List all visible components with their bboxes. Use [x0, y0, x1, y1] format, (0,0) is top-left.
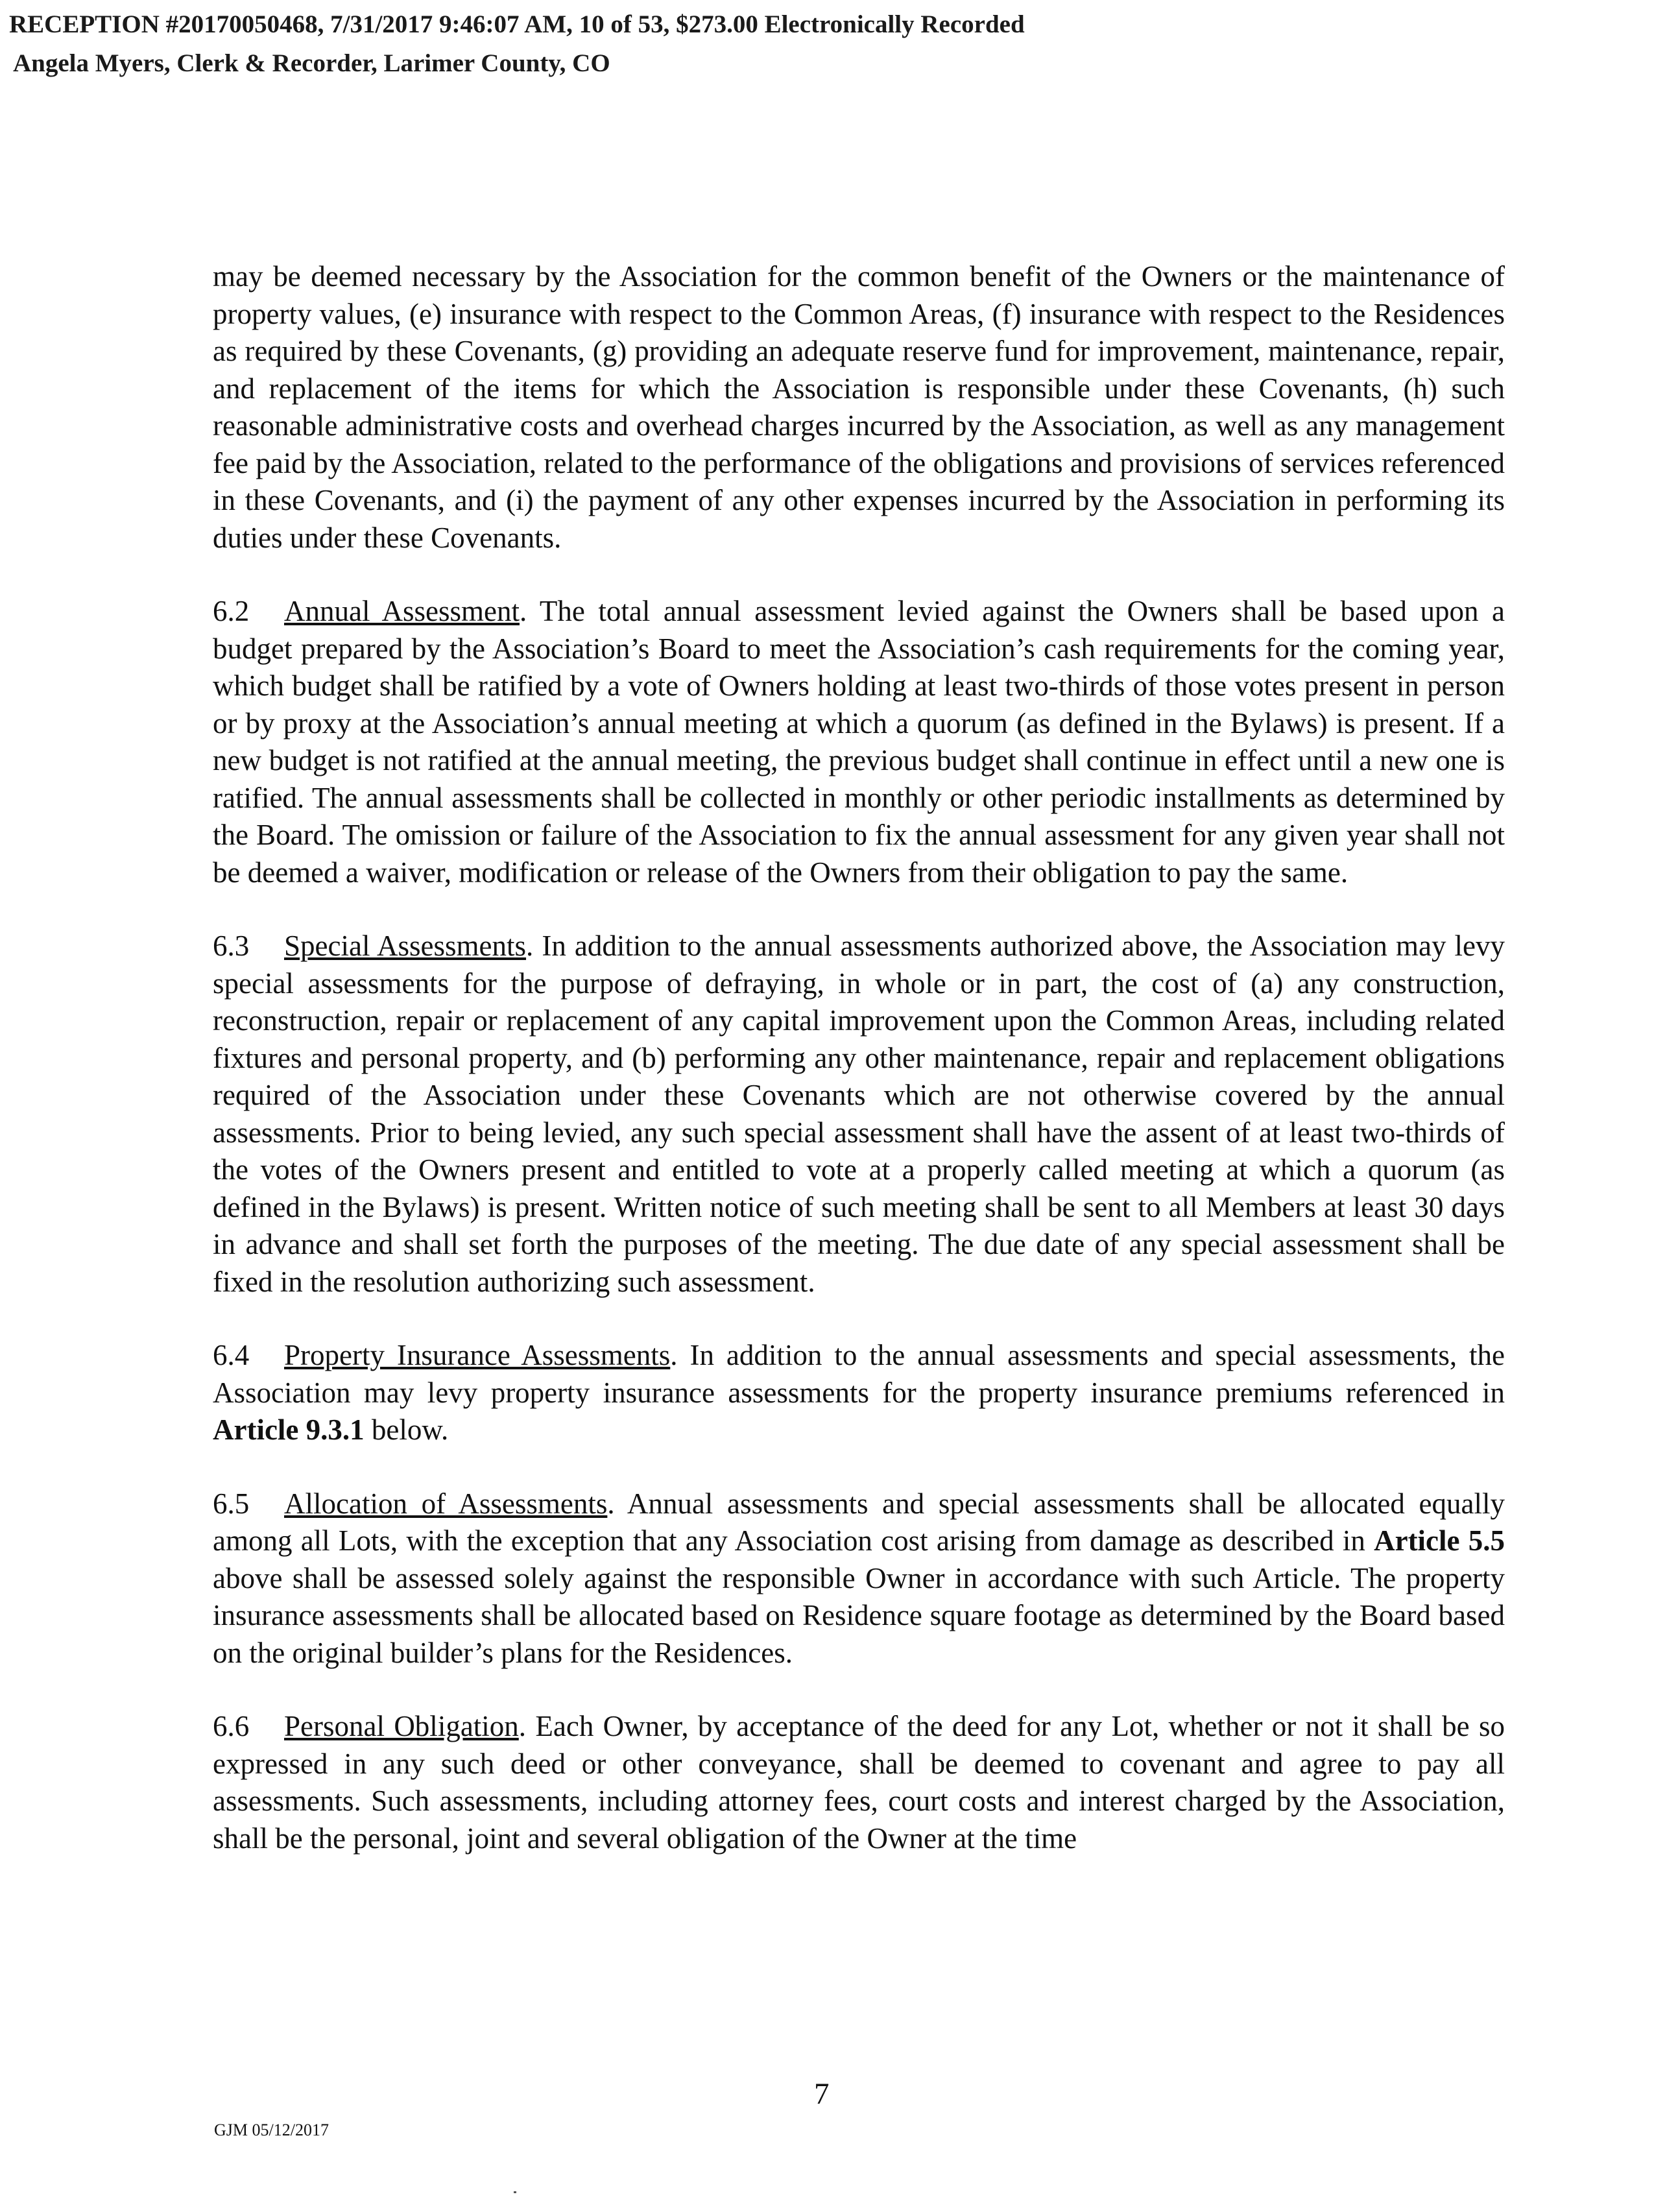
page-number: 7 — [814, 2077, 830, 2111]
section-6-2 — [213, 593, 1505, 891]
article-reference: Article 5.5 — [1374, 1524, 1505, 1557]
section-text-end: above shall be assessed solely against the responsible Owner in accordance with such Article. The property insurance assessments shall be allocated based on Residence square footage as determined by the Board based on the original builder’s plans for the Residences. — [213, 1561, 1505, 1669]
section-6-3 — [213, 928, 1505, 1301]
document-code: GJM 05/12/2017 — [214, 2121, 329, 2139]
section-text: . In addition to the annual assessments and special assessments, the Association may levy property insurance assessments for the property insurance premiums referenced in — [213, 1339, 1505, 1409]
section-6-6 — [213, 1708, 1505, 1857]
section-number: 6.2 — [213, 595, 250, 627]
scan-speck — [514, 2191, 516, 2193]
section-text: . In addition to the annual assessments authorized above, the Association may levy special assessments for the purpose of defraying, in whole or in part, the cost of (a) any construction, reconstruction, repair or replacement of any capital improvement upon the Common Areas, including related fixtures and personal property, and (b) performing any other maintenance, repair and replacement obligations required of the Association under these Covenants which are not otherwise covered by the annual assessments. Prior to being levied, any such special assessment shall have the assent of at least two-thirds of the votes of the Owners present and entitled to vote at a properly called meeting at which a quorum (as defined in the Bylaws) is present. Written notice of such meeting shall be sent to all Members at least 30 days in advance and shall set forth the purposes of the meeting. The due date of any special assessment shall be fixed in the resolution authorizing such assessment. — [213, 930, 1505, 1298]
section-6-4 — [213, 1337, 1505, 1449]
document-body — [213, 258, 1505, 1893]
intro-paragraph: may be deemed necessary by the Association for the common benefit of the Owners or the maintenance of property values, (e) insurance with respect to the Common Areas, (f) insurance with respect to the Residences as required by these Covenants, (g) providing an adequate reserve fund for improvement, maintenance, repair, and replacement of the items for which the Association is responsible under these Covenants, (h) such reasonable administrative costs and overhead charges incurred by the Association, as well as any management fee paid by the Association, related to the performance of the obligations and provisions of services referenced in these Covenants, and (i) the payment of any other expenses incurred by the Association in performing its duties under these Covenants. — [213, 260, 1505, 554]
section-6-5 — [213, 1485, 1505, 1672]
section-title: Special Assessments — [284, 930, 527, 962]
recording-stamp-line-2: Angela Myers, Clerk & Recorder, Larimer County, CO — [13, 49, 610, 77]
section-number: 6.4 — [213, 1339, 250, 1371]
section-title: Allocation of Assessments — [284, 1487, 608, 1520]
recording-stamp-line-1: RECEPTION #20170050468, 7/31/2017 9:46:07 AM, 10 of 53, $273.00 Electronically Recorded — [9, 10, 1025, 38]
article-reference: Article 9.3.1 — [213, 1413, 365, 1446]
section-number: 6.6 — [213, 1710, 250, 1742]
section-text: . Annual assessments and special assessments shall be allocated equally among all Lots, with the exception that any Association cost arising from damage as described in — [213, 1487, 1505, 1557]
section-title: Annual Assessment — [284, 595, 520, 627]
section-number: 6.3 — [213, 930, 250, 962]
section-text-end: below. — [364, 1413, 449, 1446]
recording-stamp — [9, 5, 1025, 83]
section-text: . The total annual assessment levied against the Owners shall be based upon a budget prepared by the Association’s Board to meet the Association’s cash requirements for the coming year, which budget shall be ratified by a vote of Owners holding at least two-thirds of those votes present in person or by proxy at the Association’s annual meeting at which a quorum (as defined in the Bylaws) is present. If a new budget is not ratified at the annual meeting, the previous budget shall continue in effect until a new one is ratified. The annual assessments shall be collected in monthly or other periodic installments as determined by the Board. The omission or failure of the Association to fix the annual assessment for any given year shall not be deemed a waiver, modification or release of the Owners from their obligation to pay the same. — [213, 595, 1505, 889]
section-number: 6.5 — [213, 1487, 250, 1520]
section-title: Personal Obligation — [284, 1710, 519, 1742]
section-title: Property Insurance Assessments — [284, 1339, 671, 1371]
section-text: . Each Owner, by acceptance of the deed for any Lot, whether or not it shall be so expressed in any such deed or other conveyance, shall be deemed to covenant and agree to pay all assessments. Such assessments, including attorney fees, court costs and interest charged by the Association, shall be the personal, joint and several obligation of the Owner at the time — [213, 1710, 1505, 1855]
